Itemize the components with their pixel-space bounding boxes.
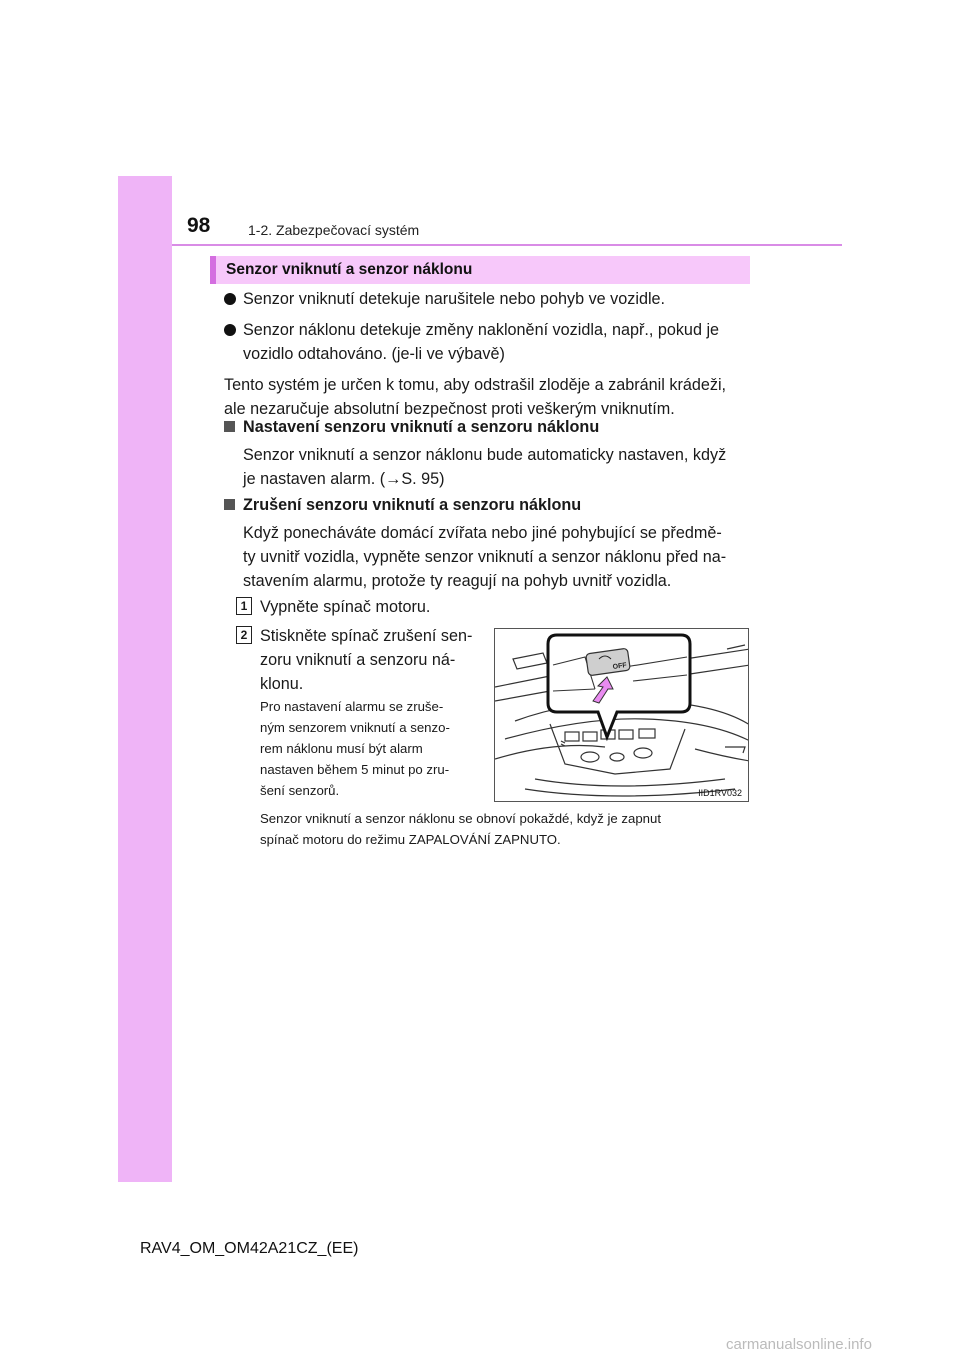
figure-code: IID1RV032 <box>698 788 742 798</box>
section2-heading: Zrušení senzoru vniknutí a senzoru náklonu <box>243 496 582 514</box>
side-band <box>118 176 172 1182</box>
overhead-console-illustration <box>495 629 749 802</box>
step-text: zoru vniknutí a senzoru ná- <box>260 651 456 669</box>
page-number: 98 <box>187 214 211 237</box>
bullet-dot-icon <box>224 293 236 305</box>
bullet-text-cont: vozidlo odtahováno. (je-li ve výbavě) <box>243 345 505 363</box>
bullet-text: Senzor náklonu detekuje změny naklonění vozidla, např., pokud je <box>243 321 720 339</box>
figure-overhead-console <box>494 628 749 802</box>
topic-heading: Senzor vniknutí a senzor náklonu <box>226 261 473 278</box>
step-note-line: rem náklonu musí být alarm <box>260 741 423 756</box>
step-number-badge: 1 <box>236 597 252 615</box>
footer-code: RAV4_OM_OM42A21CZ_(EE) <box>140 1240 359 1257</box>
button-off-label: OFF <box>612 662 628 671</box>
section2-line: Když ponecháváte domácí zvířata nebo jiné pohybující se předmě- <box>243 524 722 542</box>
watermark: carmanualsonline.info <box>726 1336 872 1353</box>
section2-line: ty uvnitř vozidla, vypněte senzor vniknutí a senzor náklonu před na- <box>243 548 727 566</box>
bullet-dot-icon <box>224 324 236 336</box>
bullet-text: Senzor vniknutí detekuje narušitele nebo pohyb ve vozidle. <box>243 290 666 308</box>
section1-heading: Nastavení senzoru vniknutí a senzoru náklonu <box>243 418 600 436</box>
step-note-line: nastaven během 5 minut po zru- <box>260 762 450 777</box>
step-text: klonu. <box>260 675 304 693</box>
topic-heading-box <box>210 256 750 284</box>
section-title: 1-2. Zabezpečovací systém <box>248 222 420 238</box>
step-number-badge: 2 <box>236 626 252 644</box>
section1-line: Senzor vniknutí a senzor náklonu bude automaticky nastaven, když <box>243 446 727 464</box>
step-note-line: ným senzorem vniknutí a senzo- <box>260 720 450 735</box>
header-rule <box>172 244 842 246</box>
final-note-line: Senzor vniknutí a senzor náklonu se obnoví pokaždé, když je zapnut <box>260 811 662 826</box>
final-note-line: spínač motoru do režimu ZAPALOVÁNÍ ZAPNUTO. <box>260 832 561 847</box>
step-text: Vypněte spínač motoru. <box>260 598 431 616</box>
square-bullet-icon <box>224 421 235 432</box>
step-text: Stiskněte spínač zrušení sen- <box>260 627 473 645</box>
step-note-line: šení senzorů. <box>260 783 340 798</box>
section2-line: stavením alarmu, protože ty reagují na pohyb uvnitř vozidla. <box>243 572 672 590</box>
intro-line: ale nezaručuje absolutní bezpečnost proti veškerým vniknutím. <box>224 400 675 418</box>
square-bullet-icon <box>224 499 235 510</box>
step-note-line: Pro nastavení alarmu se zruše- <box>260 699 444 714</box>
intro-line: Tento systém je určen k tomu, aby odstrašil zloděje a zabránil krádeži, <box>224 376 727 394</box>
section1-line: je nastaven alarm. (→S. 95) <box>243 470 445 488</box>
